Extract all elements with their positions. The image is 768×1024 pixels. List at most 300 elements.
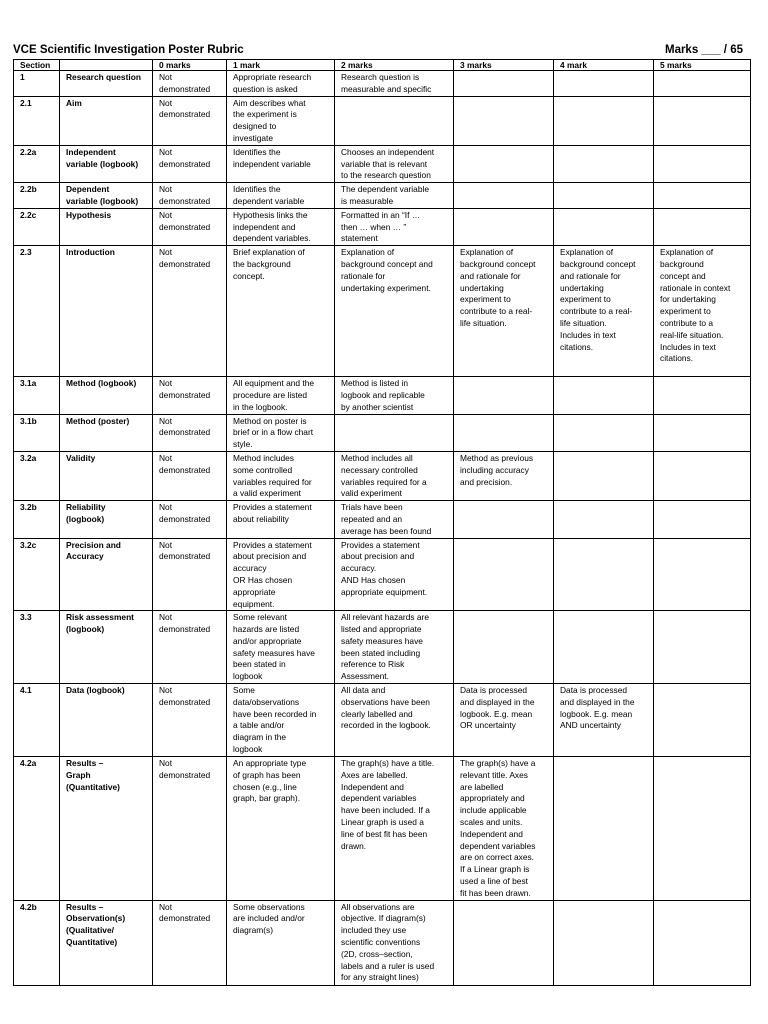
descriptor-line: demonstrated (159, 551, 211, 562)
descriptor-line: AND uncertainty (560, 720, 621, 731)
section-number: 3.3 (14, 611, 60, 684)
marks-5-cell (654, 183, 751, 209)
descriptor-line: been stated in (233, 659, 286, 670)
marks-2-cell (335, 538, 454, 611)
descriptor-line: recorded in the logbook. (341, 720, 431, 731)
marks-0-cell (153, 501, 227, 538)
marks-4-cell (554, 538, 654, 611)
descriptor-line: question is asked (233, 83, 298, 94)
table-row (14, 96, 751, 145)
descriptor-line: demonstrated (159, 158, 211, 169)
criterion-name (60, 414, 153, 451)
criterion-line: Results – (66, 758, 104, 769)
descriptor-line: the background (233, 258, 291, 269)
marks-2-cell (335, 501, 454, 538)
marks-2-cell (335, 684, 454, 757)
descriptor-line: diagram(s) (233, 925, 274, 936)
descriptor-line: Method as previous (460, 452, 534, 463)
descriptor-line: is measurable (341, 195, 394, 206)
col-header-3-marks: 3 marks (454, 60, 554, 71)
descriptor-line: background concept and (341, 258, 433, 269)
col-header-1-mark: 1 mark (227, 60, 335, 71)
marks-2-cell (335, 183, 454, 209)
descriptor-line: Not (159, 72, 173, 82)
page-header (13, 44, 743, 60)
descriptor-line: dependent variables (341, 793, 417, 804)
criterion-line: variable (logbook) (66, 158, 139, 169)
criterion-line: (Qualitative/ (66, 925, 114, 936)
marks-1-cell (227, 538, 335, 611)
descriptor-line: Appropriate research (233, 72, 312, 82)
descriptor-line: concept. (233, 270, 265, 281)
descriptor-line: The graph(s) have a (460, 758, 536, 769)
descriptor-line: Explanation of (341, 247, 395, 258)
descriptor-line: repeated and an (341, 513, 403, 524)
marks-4-cell (554, 451, 654, 500)
descriptor-line: accuracy. (341, 563, 377, 574)
marks-0-cell (153, 900, 227, 985)
descriptor-line: demonstrated (159, 427, 211, 438)
descriptor-line: rationale for (341, 270, 386, 281)
descriptor-line: variables required for (233, 476, 312, 487)
descriptor-line: in the logbook. (233, 401, 288, 412)
marks-0-cell (153, 96, 227, 145)
descriptor-line: valid experiment (341, 488, 402, 499)
descriptor-line: logbook (233, 744, 263, 755)
descriptor-line: rationale in context (660, 282, 731, 293)
table-row (14, 145, 751, 182)
marks-2-cell (335, 71, 454, 97)
descriptor-line: demonstrated (159, 258, 211, 269)
criterion-name (60, 145, 153, 182)
criterion-line: Results – (66, 901, 104, 912)
section-number: 1 (14, 71, 60, 97)
descriptor-line: background (660, 258, 704, 269)
marks-3-cell (454, 451, 554, 500)
marks-2-cell (335, 451, 454, 500)
marks-1-cell (227, 145, 335, 182)
descriptor-line: citations. (560, 341, 594, 352)
table-row (14, 611, 751, 684)
descriptor-line: background concept (560, 258, 636, 269)
marks-2-cell (335, 145, 454, 182)
section-number: 4.2b (14, 900, 60, 985)
total-marks: Marks ___ / 65 (664, 44, 743, 56)
col-header-2-marks: 2 marks (335, 60, 454, 71)
descriptor-line: labels and a ruler is used (341, 960, 435, 971)
marks-3-cell (454, 145, 554, 182)
descriptor-line: (2D, cross–section, (341, 948, 413, 959)
criterion-line: Risk assessment (66, 612, 134, 623)
descriptor-line: Not (159, 452, 173, 463)
criterion-name (60, 757, 153, 901)
descriptor-line: of graph has been (233, 769, 301, 780)
descriptor-line: demonstrated (159, 513, 211, 524)
col-header-0-marks: 0 marks (153, 60, 227, 71)
criterion-line: Precision and (66, 539, 121, 550)
descriptor-line: then … when … ” (341, 221, 407, 232)
descriptor-line: fit has been drawn. (460, 887, 531, 898)
criterion-line: (logbook) (66, 624, 105, 635)
section-number: 4.1 (14, 684, 60, 757)
marks-0-cell (153, 684, 227, 757)
criterion-line: (logbook) (66, 513, 105, 524)
descriptor-line: scales and units. (460, 817, 523, 828)
descriptor-line: demonstrated (159, 109, 211, 120)
criterion-name (60, 71, 153, 97)
marks-3-cell (454, 208, 554, 245)
marks-5-cell (654, 684, 751, 757)
descriptor-line: Not (159, 378, 173, 389)
descriptor-line: Independent and (460, 828, 523, 839)
section-number: 2.2b (14, 183, 60, 209)
descriptor-line: Not (159, 758, 173, 769)
descriptor-line: Not (159, 97, 173, 108)
descriptor-line: logbook (233, 671, 263, 682)
descriptor-line: demonstrated (159, 769, 211, 780)
descriptor-line: demonstrated (159, 83, 211, 94)
marks-1-cell (227, 183, 335, 209)
marks-3-cell (454, 501, 554, 538)
descriptor-line: variable that is relevant (341, 158, 428, 169)
marks-3-cell (454, 611, 554, 684)
section-number: 3.1b (14, 414, 60, 451)
marks-3-cell (454, 377, 554, 414)
descriptor-line: life situation. (560, 317, 607, 328)
descriptor-line: Assessment. (341, 671, 389, 682)
marks-1-cell (227, 611, 335, 684)
marks-5-cell (654, 145, 751, 182)
header-row (14, 60, 751, 71)
descriptor-line: relevant title. Axes (460, 769, 528, 780)
descriptor-line: included they use (341, 925, 407, 936)
descriptor-line: undertaking experiment. (341, 282, 431, 293)
marks-2-cell (335, 96, 454, 145)
criterion-line: Aim (66, 97, 82, 108)
descriptor-line: Formatted in an “If … (341, 209, 421, 220)
marks-1-cell (227, 96, 335, 145)
descriptor-line: scientific conventions (341, 937, 421, 948)
descriptor-line: objective. If diagram(s) (341, 913, 426, 924)
criterion-line: Introduction (66, 247, 115, 258)
descriptor-line: Some (233, 685, 255, 696)
descriptor-line: demonstrated (159, 464, 211, 475)
marks-2-cell (335, 611, 454, 684)
criterion-name (60, 684, 153, 757)
marks-4-cell (554, 183, 654, 209)
marks-0-cell (153, 414, 227, 451)
descriptor-line: undertaking (460, 282, 504, 293)
descriptor-line: to the research question (341, 170, 431, 181)
descriptor-line: If a Linear graph is (460, 864, 530, 875)
marks-3-cell (454, 183, 554, 209)
descriptor-line: Not (159, 502, 173, 513)
marks-1-cell (227, 71, 335, 97)
marks-0-cell (153, 246, 227, 377)
marks-4-cell (554, 71, 654, 97)
criterion-name (60, 900, 153, 985)
marks-4-cell (554, 684, 654, 757)
descriptor-line: Provides a statement (233, 502, 312, 513)
criterion-line: Method (poster) (66, 415, 130, 426)
descriptor-line: observations have been (341, 696, 430, 707)
descriptor-line: Explanation of (460, 247, 514, 258)
descriptor-line: equipment. (233, 598, 275, 609)
descriptor-line: Hypothesis links the (233, 209, 308, 220)
descriptor-line: Data is processed (560, 685, 628, 696)
table-row (14, 900, 751, 985)
table-row (14, 757, 751, 901)
section-number: 2.2c (14, 208, 60, 245)
marks-4-cell (554, 501, 654, 538)
descriptor-line: Method includes (233, 452, 294, 463)
descriptor-line: Not (159, 685, 173, 696)
descriptor-line: background concept (460, 258, 536, 269)
marks-0-cell (153, 208, 227, 245)
descriptor-line: logbook. E.g. mean (460, 708, 533, 719)
descriptor-line: Chooses an independent (341, 146, 435, 157)
descriptor-line: logbook and replicable (341, 389, 425, 400)
marks-0-cell (153, 451, 227, 500)
marks-3-cell (454, 96, 554, 145)
marks-5-cell (654, 538, 751, 611)
criterion-line: Data (logbook) (66, 685, 125, 696)
descriptor-line: experiment to (560, 294, 611, 305)
descriptor-line: logbook. E.g. mean (560, 708, 633, 719)
marks-5-cell (654, 451, 751, 500)
descriptor-line: Not (159, 146, 173, 157)
table-row (14, 414, 751, 451)
descriptor-line: demonstrated (159, 624, 211, 635)
criterion-name (60, 183, 153, 209)
marks-4-cell (554, 611, 654, 684)
marks-3-cell (454, 71, 554, 97)
descriptor-line: Explanation of (660, 247, 714, 258)
descriptor-line: average has been found (341, 525, 432, 536)
table-row (14, 538, 751, 611)
criterion-name (60, 538, 153, 611)
descriptor-line: dependent variables (460, 840, 536, 851)
descriptor-line: about precision and (233, 551, 307, 562)
descriptor-line: All relevant hazards are (341, 612, 429, 623)
table-row (14, 71, 751, 97)
descriptor-line: Axes are labelled. (341, 769, 408, 780)
descriptor-line: reference to Risk (341, 659, 405, 670)
marks-4-cell (554, 246, 654, 377)
section-number: 2.2a (14, 145, 60, 182)
descriptor-line: measurable and specific (341, 83, 432, 94)
section-number: 3.2a (14, 451, 60, 500)
descriptor-line: Some relevant (233, 612, 287, 623)
marks-2-cell (335, 900, 454, 985)
descriptor-line: demonstrated (159, 913, 211, 924)
descriptor-line: Not (159, 247, 173, 258)
descriptor-line: variables required for a (341, 476, 427, 487)
descriptor-line: Method is listed in (341, 378, 409, 389)
marks-1-cell (227, 757, 335, 901)
descriptor-line: Aim describes what (233, 97, 306, 108)
descriptor-line: Not (159, 415, 173, 426)
descriptor-line: All equipment and the (233, 378, 315, 389)
marks-3-cell (454, 246, 554, 377)
descriptor-line: are labelled (460, 781, 504, 792)
descriptor-line: Independent and (341, 781, 404, 792)
descriptor-line: Trials have been (341, 502, 403, 513)
descriptor-line: for any straight lines) (341, 972, 419, 983)
descriptor-line: Identifies the (233, 184, 281, 195)
marks-3-cell (454, 900, 554, 985)
criterion-line: Validity (66, 452, 96, 463)
col-header-5-marks: 5 marks (654, 60, 751, 71)
descriptor-line: Not (159, 901, 173, 912)
marks-5-cell (654, 900, 751, 985)
section-number: 3.2c (14, 538, 60, 611)
marks-1-cell (227, 684, 335, 757)
descriptor-line: including accuracy (460, 464, 529, 475)
marks-0-cell (153, 377, 227, 414)
descriptor-line: All data and (341, 685, 386, 696)
descriptor-line: brief or in a flow chart (233, 427, 314, 438)
section-number: 2.3 (14, 246, 60, 377)
descriptor-line: contribute to a (660, 317, 714, 328)
criterion-line: Hypothesis (66, 209, 112, 220)
marks-5-cell (654, 414, 751, 451)
descriptor-line: have been included. If a (341, 805, 430, 816)
descriptor-line: real-life situation. (660, 329, 724, 340)
descriptor-line: a table and/or (233, 720, 285, 731)
marks-1-cell (227, 501, 335, 538)
marks-0-cell (153, 757, 227, 901)
marks-0-cell (153, 71, 227, 97)
descriptor-line: hazards are listed (233, 624, 300, 635)
criterion-line: Accuracy (66, 551, 104, 562)
marks-5-cell (654, 757, 751, 901)
descriptor-line: concept and (660, 270, 706, 281)
descriptor-line: experiment to (660, 306, 711, 317)
descriptor-line: graph, bar graph). (233, 793, 301, 804)
descriptor-line: by another scientist (341, 401, 414, 412)
section-number: 2.1 (14, 96, 60, 145)
marks-0-cell (153, 538, 227, 611)
descriptor-line: Data is processed (460, 685, 528, 696)
descriptor-line: the experiment is (233, 109, 297, 120)
col-header-item (60, 60, 153, 71)
marks-4-cell (554, 96, 654, 145)
col-header-4-mark: 4 mark (554, 60, 654, 71)
rubric-body (14, 71, 751, 986)
descriptor-line: The graph(s) have a title. (341, 758, 435, 769)
marks-4-cell (554, 414, 654, 451)
descriptor-line: Not (159, 539, 173, 550)
section-number: 4.2a (14, 757, 60, 901)
descriptor-line: All observations are (341, 901, 415, 912)
descriptor-line: Brief explanation of (233, 247, 305, 258)
descriptor-line: some controlled (233, 464, 293, 475)
descriptor-line: and precision. (460, 476, 513, 487)
descriptor-line: Identifies the (233, 146, 281, 157)
criterion-line: Graph (66, 769, 91, 780)
marks-1-cell (227, 208, 335, 245)
descriptor-line: include applicable (460, 805, 527, 816)
marks-0-cell (153, 145, 227, 182)
descriptor-line: used a line of best (460, 876, 528, 887)
descriptor-line: designed to (233, 121, 277, 132)
descriptor-line: are included and/or (233, 913, 305, 924)
descriptor-line: contribute to a real- (560, 306, 633, 317)
descriptor-line: necessary controlled (341, 464, 418, 475)
descriptor-line: The dependent variable (341, 184, 430, 195)
descriptor-line: and rationale for (560, 270, 621, 281)
descriptor-line: style. (233, 439, 253, 450)
descriptor-line: Includes in text (560, 329, 616, 340)
marks-5-cell (654, 246, 751, 377)
marks-1-cell (227, 246, 335, 377)
table-row (14, 183, 751, 209)
marks-5-cell (654, 501, 751, 538)
descriptor-line: experiment to (460, 294, 511, 305)
criterion-name (60, 246, 153, 377)
descriptor-line: An appropriate type (233, 758, 307, 769)
marks-1-cell (227, 900, 335, 985)
criterion-name (60, 611, 153, 684)
marks-3-cell (454, 684, 554, 757)
descriptor-line: OR uncertainty (460, 720, 516, 731)
criterion-name (60, 451, 153, 500)
table-row (14, 377, 751, 414)
descriptor-line: demonstrated (159, 195, 211, 206)
descriptor-line: Method on poster is (233, 415, 307, 426)
descriptor-line: a valid experiment (233, 488, 301, 499)
section-number: 3.2b (14, 501, 60, 538)
descriptor-line: and displayed in the (560, 696, 635, 707)
table-row (14, 684, 751, 757)
table-row (14, 246, 751, 377)
criterion-line: Dependent (66, 184, 110, 195)
descriptor-line: diagram in the (233, 732, 287, 743)
descriptor-line: citations. (660, 353, 694, 364)
col-header-section: Section (14, 60, 60, 71)
descriptor-line: have been recorded in (233, 708, 317, 719)
descriptor-line: Provides a statement (341, 539, 420, 550)
marks-3-cell (454, 538, 554, 611)
marks-3-cell (454, 757, 554, 901)
descriptor-line: dependent variables. (233, 233, 311, 244)
descriptor-line: Includes in text (660, 341, 716, 352)
descriptor-line: AND Has chosen (341, 574, 406, 585)
criterion-line: variable (logbook) (66, 195, 139, 206)
descriptor-line: statement (341, 233, 378, 244)
descriptor-line: and/or appropriate (233, 635, 302, 646)
criterion-line: Reliability (66, 502, 106, 513)
marks-3-cell (454, 414, 554, 451)
marks-0-cell (153, 611, 227, 684)
marks-5-cell (654, 71, 751, 97)
table-row (14, 208, 751, 245)
descriptor-line: investigate (233, 132, 274, 143)
descriptor-line: Research question is (341, 72, 420, 82)
marks-5-cell (654, 377, 751, 414)
descriptor-line: clearly labelled and (341, 708, 413, 719)
descriptor-line: Some observations (233, 901, 305, 912)
rubric-table (13, 59, 751, 986)
criterion-line: Observation(s) (66, 913, 126, 924)
descriptor-line: contribute to a real- (460, 306, 533, 317)
criterion-name (60, 208, 153, 245)
descriptor-line: demonstrated (159, 696, 211, 707)
descriptor-line: safety measures have (233, 647, 315, 658)
marks-5-cell (654, 611, 751, 684)
descriptor-line: dependent variable (233, 195, 305, 206)
